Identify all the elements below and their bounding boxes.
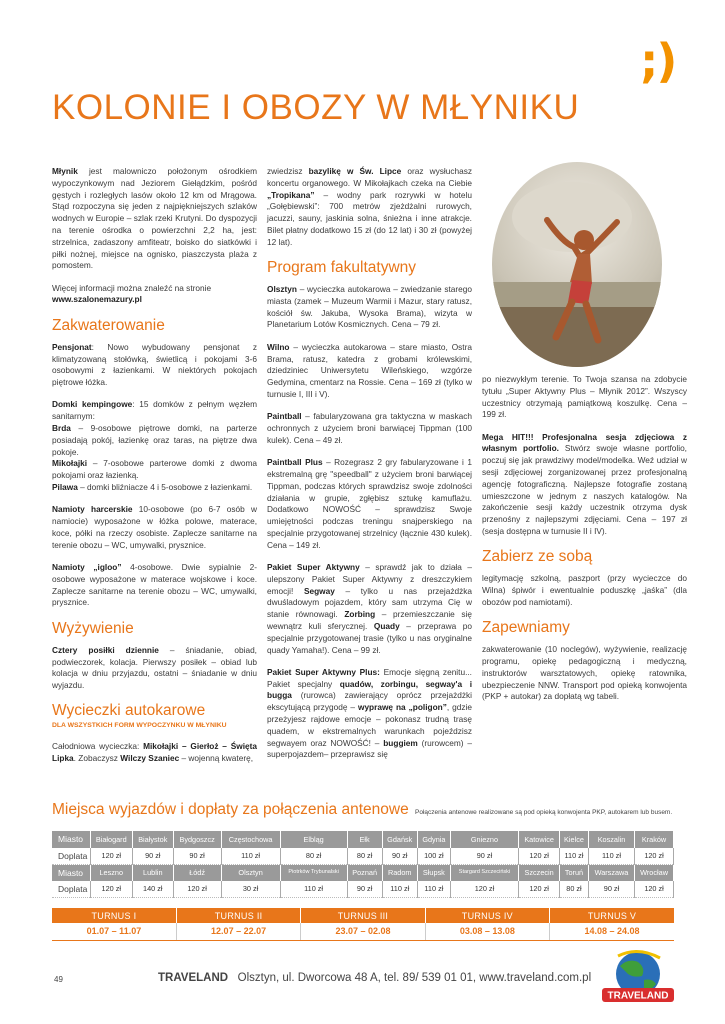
price-cell: 80 zł [560,881,589,898]
price-cell: 110 zł [221,848,280,865]
row-label-price: Doplata [52,881,90,898]
city-cell: Szczecin [519,864,560,881]
pensjonat-text: Pensjonat: Nowo wybudowany pensjonat z klimatyzowaną stołówką, świetlicą i pokojami 3-6 osobowymi z łazienkami. W niektórych pokojach piętrowe łóżka. [52,341,257,388]
city-cell: Ełk [347,831,382,848]
price-cell: 120 zł [450,881,518,898]
price-cell: 90 zł [450,848,518,865]
price-cell: 90 zł [173,848,221,865]
turnus-name: TURNUS V [550,908,674,923]
city-cell: Piotrków Trybunalski [280,864,347,881]
turnus-date: 12.07 – 22.07 [176,923,300,940]
mega-hit-text: Mega HIT!!! Profesjonalna sesja zdjęciowa z własnym portfolio. Stwórz swoje własne portfolio, poczuj się jak prawdziwy model/modelka. Weź udział w sesji zdjęciowej zorganizowanej przez profesjonalną agencję fotograficzną. Najlepsze fotografie zostaną umieszczone w jednym z naszych katalogów. Na zakończenie sesji każdy uczestnik otrzyma dysk przenośny z najlepszymi zdjęciami. Cena – 197 zł (sesja dostępna w turnusie II i IV). [482,431,687,537]
turnus-date: 03.08 – 13.08 [425,923,549,940]
namioty-igloo-text: Namioty „igloo” 4-osobowe. Dwie sypialnie 2-osobowe wyposażone w materace wojskowe i koce. Zaplecze sanitarne na terenie obozu – WC, umywalki, prysznice. [52,562,258,608]
row-label-city: Miasto [52,831,90,848]
super-aktywny-text: Pakiet Super Aktywny – sprawdź jak to działa – ulepszony Pakiet Super Aktywny z dreszczykiem emocji! Segway – tylko u nas przejażdżka dwuśladowym pojazdem, który sam utrzyma Cię w stanie równowagi. Zorbing – przemieszczanie się wewnątrz kuli sferycznej. Quady – przeprawa po specjalnie przygotowanej trasie (tylko u nas oryginalne quady Yamaha!). Cena – 99 zł. [267,562,473,655]
city-cell: Słupsk [417,864,450,881]
city-cell: Częstochowa [221,831,280,848]
section-heading-provide: Zapewniamy [482,619,570,637]
paintball-plus-text: Paintball Plus – Rozegrasz 2 gry fabularyzowane i 1 ekstremalną grę "speedball" z użyciem broni barwiącej Tippman, podczas których sprawdzisz swoje zdolności działania w grupie, zgłębisz sztukę kamuflażu. Dodatkowo NOWOŚĆ – sprawdzisz Swoje umiejętności podczas treningu snajperskiego na specjalnie przygotowanej strzelnicy (łącznie 430 kulek). Cena – 149 zł. [267,457,472,550]
trips-text: Całodniowa wycieczka: Mikołajki – Gierłoż – Święta Lipka. Zobaczysz Wilczy Szaniec – wojenną kwaterę, [52,741,258,763]
price-cell: 110 zł [382,881,417,898]
price-cell: 90 zł [382,848,417,865]
food-text: Cztery posiłki dziennie – śniadanie, obiad, podwieczorek, kolacja. Pierwszy posiłek – obiad lub kolacja w dniu przyjazdu, ostatni – śniadanie w dniu wyjazdu. [52,644,257,691]
photo-illustration [492,162,662,367]
turnus-name: TURNUS I [52,908,176,923]
turnus-names-row [52,908,674,923]
paintball-text: Paintball – fabularyzowana gra taktyczna w maskach ochronnych z użyciem broni barwiącej Tippman (100 kulek). Cena – 49 zł. [267,411,472,445]
section-heading-bring: Zabierz ze sobą [482,548,593,566]
price-cell: 90 zł [347,881,382,898]
globe-icon [598,948,678,1008]
price-cell: 90 zł [133,848,173,865]
page-number: 49 [54,975,63,984]
price-cell: 80 zł [347,848,382,865]
page-title: KOLONIE I OBOZY W MŁYNIKU [52,88,580,127]
turnus-date: 14.08 – 24.08 [550,923,674,940]
boy-jumping-photo [492,162,662,367]
footer-contact [158,972,591,984]
price-cell: 120 zł [635,881,674,898]
table-row-prices-1 [52,848,674,865]
turnus-name: TURNUS III [301,908,425,923]
price-cell: 120 zł [90,848,133,865]
olsztyn-text: Olsztyn – wycieczka autokarowa – zwiedzanie starego miasta (zamek – Muzeum Warmii i Mazur, stary ratusz, kościół św. Jakuba, Wysoka Brama), wizyta w Planetarium Lotów Kosmicznych. Cena – 79 zł. [267,284,472,330]
city-cell: Kielce [560,831,589,848]
trips-subtitle: DLA WSZYSTKICH FORM WYPOCZYNKU W MŁYNIKU [52,722,227,730]
city-cell: Stargard Szczeciński [450,864,518,881]
price-cell: 30 zł [221,881,280,898]
domki-text: Domki kempingowe: 15 domków z pełnym węzłem sanitarnym: [52,399,257,422]
column-1 [52,166,257,775]
table-row-cities-2 [52,864,674,881]
footer-address: Olsztyn, ul. Dworcowa 48 A, tel. 89/ 539 01 01, www.traveland.com.pl [237,972,592,984]
wilno-text: Wilno – wycieczka autokarowa – stare miasto, Ostra Brama, ratusz, katedra z grobami królewskimi, dziedziniec Uniwersytetu Wileńskiego, wzgórze Gedymina, cmentarz na Rossie. Cena – 169 zł (tylko w turnusie I, III i V). [267,341,472,399]
city-cell: Bydgoszcz [173,831,221,848]
price-cell: 110 zł [560,848,589,865]
city-cell: Kraków [635,831,674,848]
intro-paragraph: Młynik jest malowniczo położonym ośrodkiem wypoczynkowym nad Jeziorem Giełądzkim, pośród gęstych i rozległych lasów około 12 km od Mrągowa. Stąd rozpoczyna się jeden z najpiękniejszych szlaków wodnych w Europie – szlak rzeki Krutyni. Do dyspozycji na terenie ośrodka o powierzchni 2,2 ha, jest: strzelnica, zadaszony amfiteatr, boisko do siatkówki i piłki nożnej, miejsce na ognisko, piaszczysta plaża z pomostem. [52,166,257,271]
price-cell: 120 zł [635,848,674,865]
city-cell: Gdynia [417,831,450,848]
logo-text: TRAVELAND [607,990,669,1002]
turnus-dates-row [52,923,674,940]
price-cell: 120 zł [90,881,133,898]
departures-table [52,831,674,898]
city-cell: Gniezno [450,831,518,848]
city-cell: Koszalin [588,831,634,848]
city-cell: Leszno [90,864,133,881]
row-label-city: Miasto [52,864,90,881]
provide-text: zakwaterowanie (10 noclegów), wyżywienie, realizację programu, opiekę pedagogiczną i medyczną, instruktorów warsztatowych, opiekę ratownika, ubezpieczenie NNW. Transport pod opieką konwojenta (PKP + autokar) za dopłatą wg tabeli. [482,644,687,702]
price-cell: 120 zł [519,848,560,865]
trips-text-cont: zwiedzisz bazylikę w Św. Lipce oraz wysłuchasz koncertu organowego. W Mikołajkach czeka na Ciebie „Tropikana” – wodny park rozrywki w hotelu „Gołębiewski”: 700 metrów zjeżdżalni rurowych, jacuzzi, sauny, jaskinia solna, śnieżna i inne atrakcje. Bilet płatny dodatkowo 15 zł (do 12 lat) i 30 zł (powyżej 12 lat). [267,166,473,247]
namioty-harcerskie-text: Namioty harcerskie 10-osobowe (po 6-7 osób w namiocie) wyposażone w łóżka polowe, materace, koce, półki na rzeczy osobiste. Zaplecze sanitarne na terenie obozu – WC, umywalki, prysznice. [52,504,257,550]
price-cell: 110 zł [588,848,634,865]
website-link[interactable]: www.szalonemazury.pl [52,294,142,305]
price-cell: 120 zł [519,881,560,898]
city-cell: Warszawa [588,864,634,881]
price-cell: 120 zł [173,881,221,898]
section-heading-optional-program: Program fakultatywny [267,259,417,277]
city-cell: Gdańsk [382,831,417,848]
city-cell: Toruń [560,864,589,881]
city-cell: Radom [382,864,417,881]
turnus-name: TURNUS IV [425,908,549,923]
section-heading-accommodation: Zakwaterowanie [52,316,165,334]
city-cell: Elbląg [280,831,347,848]
smiley-logo: ;) [640,34,676,88]
pilawa-text: Pilawa – domki bliźniacze 4 i 5-osobowe z łazienkami. [52,482,253,493]
super-aktywny-plus-cont: po niezwykłym terenie. To Twoja szansa na zdobycie tytułu „Super Aktywny Plus – Młynik 2012”. Wszyscy uczestnicy otrzymają pamiątkową koszulkę. Cena – 199 zł. [482,374,687,420]
mikolajki-text: Mikołajki – 7-osobowe parterowe domki z dwoma pokojami oraz łazienką. [52,458,257,481]
price-cell: 110 zł [417,881,450,898]
city-cell: Katowice [519,831,560,848]
price-cell: 140 zł [133,881,173,898]
table-row-cities-1 [52,831,674,848]
city-cell: Łódź [173,864,221,881]
price-cell: 100 zł [417,848,450,865]
section-heading-food: Wyżywienie [52,619,134,637]
city-cell: Białystok [133,831,173,848]
column-2 [267,166,472,772]
turnus-date: 01.07 – 11.07 [52,923,176,940]
city-cell: Lublin [133,864,173,881]
city-cell: Białogard [90,831,133,848]
turnus-date: 23.07 – 02.08 [301,923,425,940]
price-cell: 80 zł [280,848,347,865]
bring-text: legitymację szkolną, paszport (przy wycieczce do Wilna) śpiwór i ewentualnie poduszkę „jaśka” (dla obozów pod namiotami). [482,573,687,607]
table-row-prices-2 [52,881,674,898]
departures-note: Połączenia antenowe realizowane są pod opieką konwojenta PKP, autokarem lub busem. [415,809,673,816]
departures-title: Miejsca wyjazdów i dopłaty za połączenia antenowe [52,801,409,818]
turnus-table [52,908,674,941]
price-cell: 90 zł [588,881,634,898]
city-cell: Poznań [347,864,382,881]
price-cell: 110 zł [280,881,347,898]
footer-brand: TRAVELAND [158,972,229,984]
super-aktywny-plus-text: Pakiet Super Aktywny Plus: Emocje sięgną zenitu... Pakiet specjalny quadów, zorbingu, segway'a i bugga (rurowca) zawierający oprócz przejażdżki ekscytującą przygodę – wyprawę na „poligon”, gdzie przeżyjesz rajdowe emocje – pokonasz trudną trasę quadem, w ekstremalnych warunkach pojeździsz segwayem oraz NOWOŚĆ! – buggiem (rurowcem) – superpojazdem– przeprawisz się [267,666,473,760]
section-heading-trips: Wycieczki autokarowe [52,702,206,720]
brda-text: Brda – 9-osobowe piętrowe domki, na parterze posiadają pokój, łazienkę oraz taras, na piętrze dwa pokoje. [52,423,257,457]
traveland-logo [598,948,678,1008]
city-cell: Olsztyn [221,864,280,881]
more-info: Więcej informacji można znaleźć na stronie www.szalonemazury.pl [52,282,212,305]
column-3 [482,374,687,714]
city-cell: Wrocław [635,864,674,881]
row-label-price: Doplata [52,848,90,865]
turnus-name: TURNUS II [176,908,300,923]
